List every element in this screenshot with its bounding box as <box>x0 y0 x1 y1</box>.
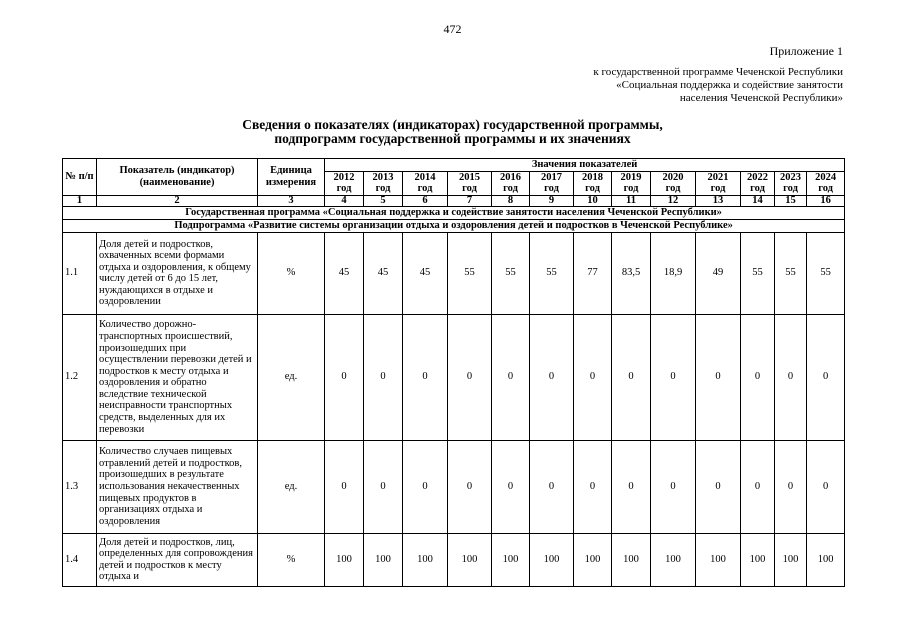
column-number: 3 <box>258 195 325 206</box>
column-number: 12 <box>651 195 696 206</box>
indicator-value: 55 <box>775 232 807 314</box>
appendix-line-1: к государственной программе Чеченской Республики <box>593 66 843 78</box>
indicator-unit: ед. <box>258 440 325 533</box>
document-title-line-2: подпрограмм государственной программы и их значениях <box>274 131 631 146</box>
header-year-label: 2024 <box>815 171 837 183</box>
header-num: № п/п <box>63 159 97 196</box>
header-year <box>364 171 403 195</box>
header-year-suffix: год <box>336 183 352 195</box>
table-row <box>63 232 845 314</box>
indicator-name: Количество дорожно-транспортных происшествий, произошедших при осуществлении перевозки детей и подростков к месту отдыха и оздоровления и обратно вследствие технической неисправности транспортных средств, выделенных для их перевозки <box>97 314 258 440</box>
indicator-value: 100 <box>492 533 530 586</box>
table-row <box>63 314 845 440</box>
indicator-value: 45 <box>325 232 364 314</box>
header-year-suffix: год <box>750 183 765 195</box>
header-year-suffix: год <box>417 183 433 195</box>
indicator-value: 0 <box>530 314 574 440</box>
column-number: 16 <box>807 195 845 206</box>
indicator-value: 0 <box>492 440 530 533</box>
header-year-label: 2013 <box>372 171 394 183</box>
indicator-value: 100 <box>741 533 775 586</box>
header-year-suffix: год <box>665 183 681 195</box>
header-year-label: 2022 <box>747 171 768 183</box>
indicator-unit: % <box>258 232 325 314</box>
row-index: 1.2 <box>63 314 97 440</box>
header-year <box>696 171 741 195</box>
appendix-line-3: населения Чеченской Республики» <box>679 92 843 104</box>
indicator-value: 100 <box>325 533 364 586</box>
indicator-value: 100 <box>775 533 807 586</box>
header-indicator: Показатель (индикатор) (наименование) <box>97 159 258 196</box>
header-year <box>403 171 448 195</box>
indicator-value: 0 <box>403 440 448 533</box>
appendix-title: Приложение 1 <box>769 44 843 58</box>
indicator-value: 0 <box>492 314 530 440</box>
header-year-label: 2020 <box>662 171 684 183</box>
header-year-label: 2014 <box>414 171 436 183</box>
header-year-label: 2018 <box>582 171 603 183</box>
column-number: 4 <box>325 195 364 206</box>
column-number: 8 <box>492 195 530 206</box>
column-number: 10 <box>574 195 612 206</box>
header-year <box>448 171 492 195</box>
indicator-value: 0 <box>448 440 492 533</box>
program-row <box>63 206 845 219</box>
header-year-suffix: год <box>783 183 798 195</box>
table-row <box>63 533 845 586</box>
header-year-suffix: год <box>544 183 559 195</box>
indicator-unit: ед. <box>258 314 325 440</box>
indicator-value: 45 <box>403 232 448 314</box>
indicator-value: 55 <box>448 232 492 314</box>
indicator-name: Доля детей и подростков, лиц, определенных для сопровождения детей и подростков к месту отдыха и <box>97 533 258 586</box>
header-year-suffix: год <box>503 183 518 195</box>
header-year-label: 2012 <box>333 171 355 183</box>
indicator-value: 0 <box>364 314 403 440</box>
column-number: 15 <box>775 195 807 206</box>
indicator-value: 0 <box>807 440 845 533</box>
indicator-value: 55 <box>741 232 775 314</box>
header-year-suffix: год <box>462 183 477 195</box>
indicator-value: 0 <box>775 314 807 440</box>
column-number: 5 <box>364 195 403 206</box>
indicator-value: 0 <box>651 314 696 440</box>
column-number: 7 <box>448 195 492 206</box>
header-year <box>651 171 696 195</box>
indicator-value: 0 <box>325 314 364 440</box>
header-year <box>612 171 651 195</box>
header-year-suffix: год <box>375 183 391 195</box>
page-number: 472 <box>443 22 462 36</box>
indicator-value: 100 <box>651 533 696 586</box>
indicator-value: 0 <box>448 314 492 440</box>
indicator-value: 49 <box>696 232 741 314</box>
indicator-value: 45 <box>364 232 403 314</box>
indicator-value: 0 <box>612 314 651 440</box>
indicator-value: 100 <box>530 533 574 586</box>
header-year-label: 2017 <box>541 171 562 183</box>
indicator-value: 0 <box>741 314 775 440</box>
table-row <box>63 440 845 533</box>
header-year-suffix: год <box>818 183 833 195</box>
column-number: 13 <box>696 195 741 206</box>
indicators-table <box>62 158 845 587</box>
column-number: 2 <box>97 195 258 206</box>
row-index: 1.1 <box>63 232 97 314</box>
header-year-suffix: год <box>585 183 600 195</box>
header-year <box>325 171 364 195</box>
indicator-value: 0 <box>403 314 448 440</box>
indicator-value: 55 <box>530 232 574 314</box>
indicator-value: 0 <box>530 440 574 533</box>
document-title-line-1: Сведения о показателях (индикаторах) государственной программы, <box>242 117 663 132</box>
header-year <box>741 171 775 195</box>
column-number: 11 <box>612 195 651 206</box>
header-year-label: 2019 <box>620 171 642 183</box>
header-year-suffix: год <box>710 183 726 195</box>
header-values-group: Значения показателей <box>325 159 845 172</box>
indicator-value: 55 <box>492 232 530 314</box>
indicator-value: 100 <box>807 533 845 586</box>
indicator-value: 55 <box>807 232 845 314</box>
indicator-value: 100 <box>574 533 612 586</box>
column-numbers-row <box>63 195 845 206</box>
column-number: 14 <box>741 195 775 206</box>
indicator-name: Количество случаев пищевых отравлений детей и подростков, произошедших в результате использования некачественных пищевых продуктов в организациях отдыха и оздоровления <box>97 440 258 533</box>
indicator-value: 100 <box>448 533 492 586</box>
column-number: 6 <box>403 195 448 206</box>
indicator-value: 83,5 <box>612 232 651 314</box>
column-number: 1 <box>63 195 97 206</box>
program-title: Государственная программа «Социальная поддержка и содействие занятости населения Чеченской Республики» <box>63 206 845 219</box>
subprogram-row <box>63 219 845 232</box>
indicator-value: 0 <box>651 440 696 533</box>
header-year <box>807 171 845 195</box>
column-number: 9 <box>530 195 574 206</box>
indicator-value: 100 <box>696 533 741 586</box>
indicator-value: 0 <box>574 440 612 533</box>
header-year-label: 2015 <box>459 171 480 183</box>
subprogram-title: Подпрограмма «Развитие системы организации отдыха и оздоровления детей и подростков в Чеченской Республике» <box>63 219 845 232</box>
indicator-value: 0 <box>807 314 845 440</box>
indicator-value: 0 <box>364 440 403 533</box>
indicator-unit: % <box>258 533 325 586</box>
header-unit: Единица измерения <box>258 159 325 196</box>
indicator-name: Доля детей и подростков, охваченных всеми формами отдыха и оздоровления, к общему числу детей от 6 до 15 лет, нуждающихся в отдыхе и оздоровлении <box>97 232 258 314</box>
appendix-subtitle <box>593 66 843 105</box>
header-year-label: 2021 <box>707 171 729 183</box>
indicator-value: 100 <box>612 533 651 586</box>
header-year-label: 2016 <box>500 171 521 183</box>
header-year <box>574 171 612 195</box>
header-year <box>492 171 530 195</box>
appendix-line-2: «Социальная поддержка и содействие занятости <box>616 79 843 91</box>
indicator-value: 77 <box>574 232 612 314</box>
indicator-value: 0 <box>775 440 807 533</box>
indicator-value: 18,9 <box>651 232 696 314</box>
header-year <box>775 171 807 195</box>
indicator-value: 0 <box>741 440 775 533</box>
indicator-value: 0 <box>574 314 612 440</box>
row-index: 1.4 <box>63 533 97 586</box>
header-year <box>530 171 574 195</box>
indicator-value: 0 <box>325 440 364 533</box>
header-row <box>63 159 845 172</box>
indicator-value: 0 <box>696 440 741 533</box>
indicator-value: 0 <box>612 440 651 533</box>
indicator-value: 0 <box>696 314 741 440</box>
indicator-value: 100 <box>403 533 448 586</box>
row-index: 1.3 <box>63 440 97 533</box>
header-year-suffix: год <box>623 183 639 195</box>
document-title <box>0 118 905 146</box>
header-year-label: 2023 <box>780 171 801 183</box>
indicator-value: 100 <box>364 533 403 586</box>
